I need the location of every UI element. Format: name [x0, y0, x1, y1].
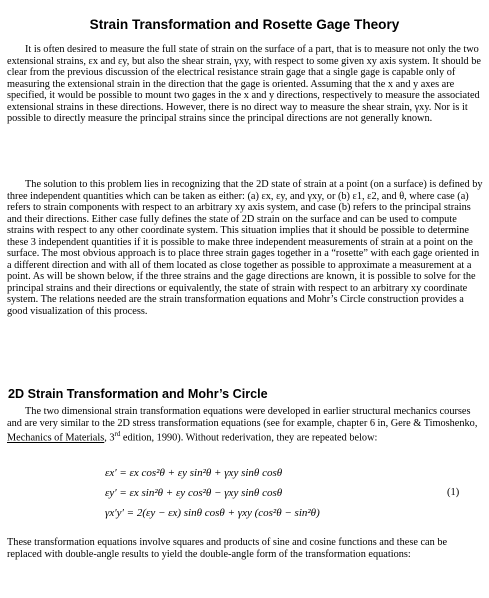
- equation-epsilon-y-prime: εy′ = εx sin²θ + εy cos²θ − γxy sinθ cosθ: [105, 487, 283, 499]
- section-heading: 2D Strain Transformation and Mohr’s Circle: [8, 387, 268, 401]
- equation-gamma-xy-prime: γx′y′ = 2(εy − εx) sinθ cosθ + γxy (cos²θ − sin²θ): [105, 507, 320, 519]
- solution-paragraph: [7, 179, 483, 318]
- equation-number: (1): [447, 487, 460, 498]
- double-angle-paragraph: These transformation equations involve squares and products of sine and cosine functions and these can be replaced with double-angle results to yield the double-angle form of the transformation equations:: [7, 537, 448, 560]
- paragraph-text: The solution to this problem lies in recognizing that the 2D state of strain at a point (on a surface) is defined by three independent quantities which can be taken as either: (a) εx, εy, and γxy, or (b) ε1, ε2, and θ, where case (a) refers to strain components with respect to an arbitrary xy axis system, and case (b) refers to the principal strains and their directions. Either case fully defines the state of 2D strain on the surface and can be used to compute strains with respect to any other coordinate system. This situation implies that it should be possible to determine these 3 independent quantities if it is possible to make three independent measurements of strain at a point on the surface. The most obvious approach is to place three strain gages together in a “rosette” with each gage oriented in a different direction and with all of them located as close together as possible to approximate a measurement at a point. As will be shown below, if the three strains and the gage directions are known, it is possible to solve for the principal strains and their directions or equivalently, the state of strain with respect to an arbitrary xy coordinate system. The relations needed are the strain transformation equations and Mohr’s Circle construction provides a good visualization of this process.: [7, 179, 483, 318]
- book-title: Mechanics of Materials: [7, 432, 105, 444]
- intro-paragraph: [7, 44, 483, 125]
- superscript: rd: [114, 430, 121, 439]
- paragraph-text: , 3: [104, 432, 115, 444]
- paragraph-text: The two dimensional strain transformation equations were developed in earlier structural mechanics courses and are very similar to the 2D stress transformation equations (see for example, chapter 6 in, Gere & Timoshenko,: [7, 406, 478, 429]
- paragraph-text: It is often desired to measure the full state of strain on the surface of a part, that is to measure not only the two extensional strains, εx and εy, but also the shear strain, γxy, with respect to some given xy axis system. It should be clear from the previous discussion of the electrical resistance strain gage that a single gage is capable only of measuring the extensional strain in the direction that the gage is oriented. Assuming that the x and y axes are specified, it would be possible to mount two gages in the x and y directions, respectively to measure the associated extensional strains in these directions. However, there is no direct way to measure the shear strain, γxy. Nor is it possible to directly measure the principal strains since the principal directions are not generally known.: [7, 44, 481, 125]
- transformation-paragraph: [7, 406, 483, 444]
- equation-epsilon-x-prime: εx′ = εx cos²θ + εy sin²θ + γxy sinθ cosθ: [105, 467, 283, 479]
- paragraph-text: edition, 1990). Without rederivation, they are repeated below:: [120, 432, 378, 444]
- page-title: Strain Transformation and Rosette Gage Theory: [89, 17, 400, 32]
